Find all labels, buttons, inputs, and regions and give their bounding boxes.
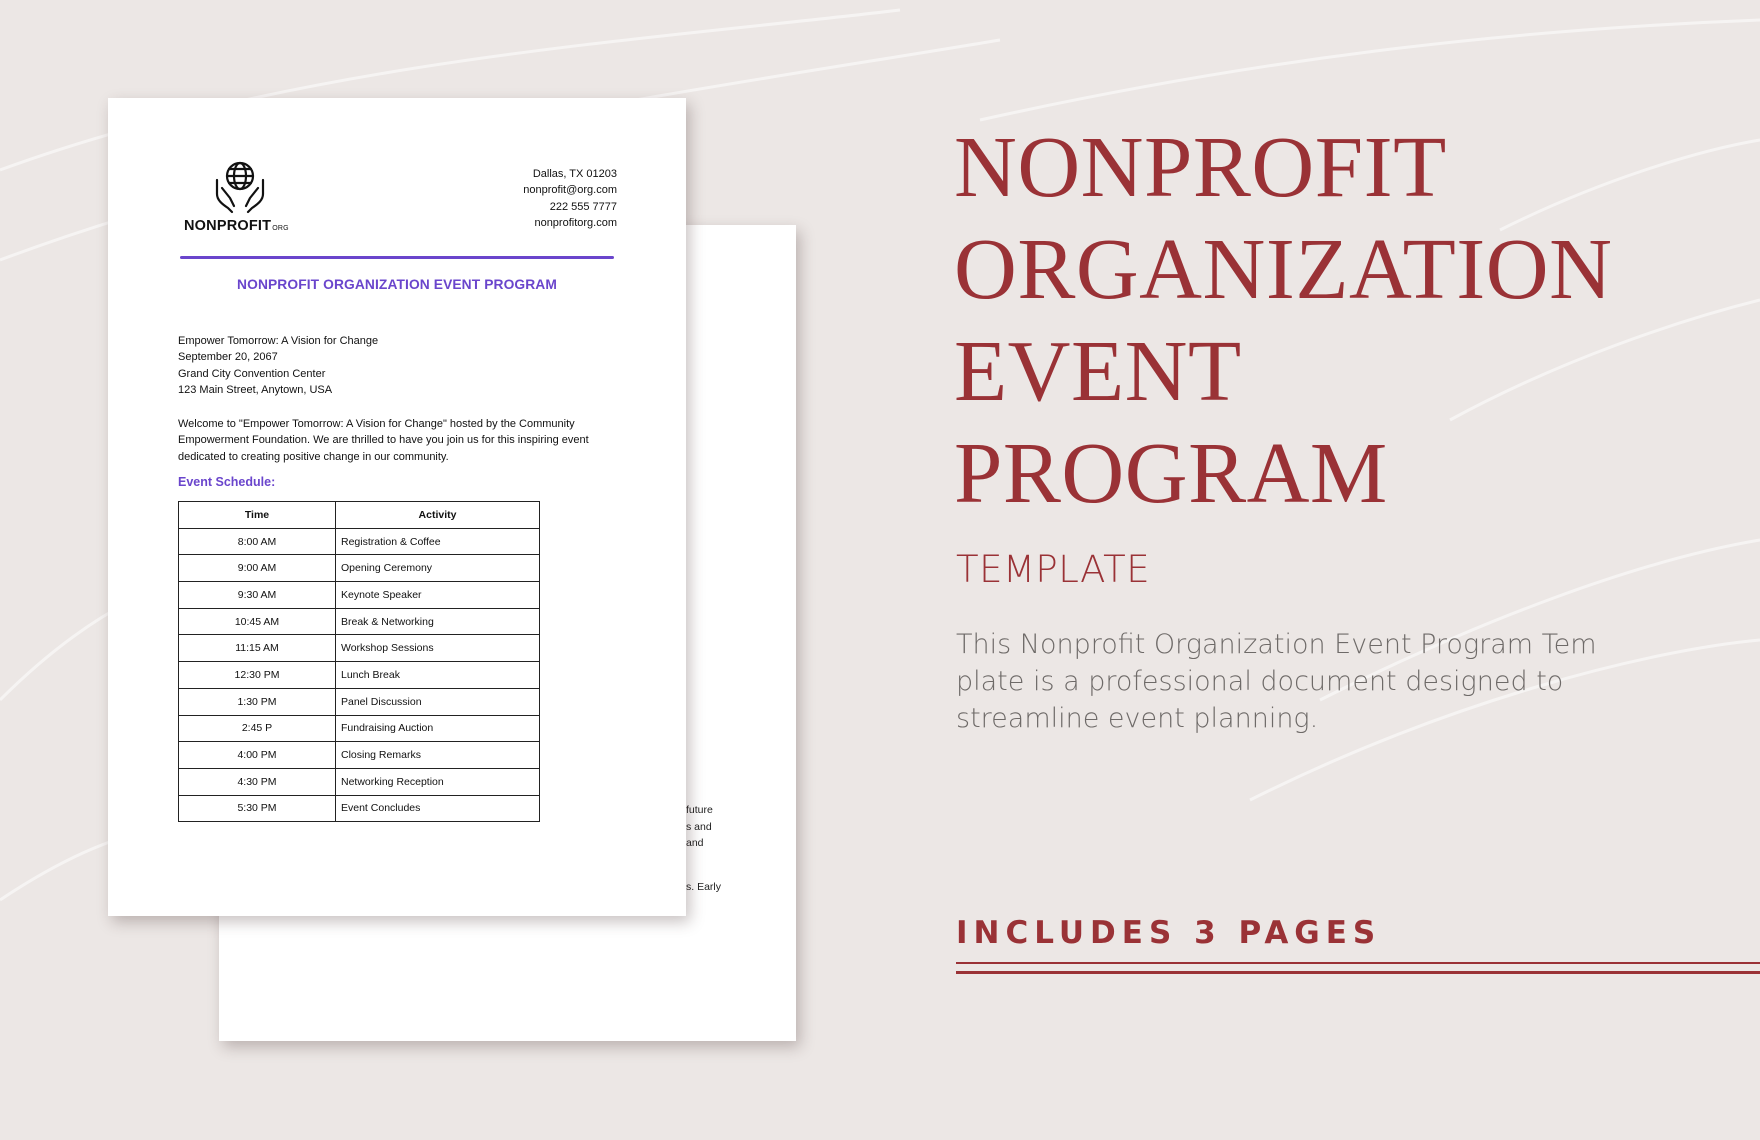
table-row xyxy=(179,795,540,822)
headline-line: EVENT xyxy=(954,322,1242,419)
back-page-line: future xyxy=(686,804,713,816)
promo-description xyxy=(956,626,1646,737)
table-row xyxy=(179,555,540,582)
contact-email: nonprofit@org.com xyxy=(523,184,617,197)
event-date: September 20, 2067 xyxy=(178,351,278,364)
schedule-header-row xyxy=(179,502,540,529)
time-cell: 5:30 PM xyxy=(179,795,336,822)
logo-suffix: ORG xyxy=(272,225,289,232)
pages-label-rule xyxy=(956,962,1760,964)
pages-label-rule xyxy=(956,971,1760,974)
table-row xyxy=(179,768,540,795)
column-header-activity: Activity xyxy=(336,502,540,529)
event-address: 123 Main Street, Anytown, USA xyxy=(178,384,333,397)
document-page-front xyxy=(108,98,686,916)
time-cell: 2:45 P xyxy=(179,715,336,742)
schedule-heading: Event Schedule: xyxy=(178,475,276,489)
table-row xyxy=(179,688,540,715)
time-cell: 4:30 PM xyxy=(179,768,336,795)
description-line: This Nonprofit Organization Event Program Tem xyxy=(956,629,1597,660)
time-cell: 12:30 PM xyxy=(179,662,336,689)
contact-address: Dallas, TX 01203 xyxy=(532,168,617,180)
table-row xyxy=(179,715,540,742)
activity-cell: Break & Networking xyxy=(336,608,540,635)
back-page-line: s. Early xyxy=(686,881,722,893)
logo-wordmark xyxy=(184,218,289,234)
intro-text: Welcome to "Empower Tomorrow: A Vision for Change" hosted by the Community Empowerment Foundation. We are thrilled to have you join us for this inspiring event dedicated to creating positive change in our community. xyxy=(178,418,589,463)
headline-line: NONPROFIT xyxy=(954,118,1447,215)
time-cell: 9:30 AM xyxy=(179,582,336,609)
table-row xyxy=(179,608,540,635)
time-cell: 8:00 AM xyxy=(179,528,336,555)
headline-line: ORGANIZATION xyxy=(954,220,1613,317)
event-info xyxy=(178,333,378,399)
activity-cell: Registration & Coffee xyxy=(336,528,540,555)
promo-headline xyxy=(954,116,1612,524)
table-row xyxy=(179,742,540,769)
pages-count-label: INCLUDES 3 PAGES xyxy=(956,915,1382,951)
back-page-line: and xyxy=(686,837,704,849)
activity-cell: Closing Remarks xyxy=(336,742,540,769)
contact-website: nonprofitorg.com xyxy=(534,217,617,230)
table-row xyxy=(179,662,540,689)
logo-name: NONPROFIT xyxy=(184,218,272,234)
table-row xyxy=(179,635,540,662)
event-venue: Grand City Convention Center xyxy=(178,367,326,380)
activity-cell: Opening Ceremony xyxy=(336,555,540,582)
schedule-table xyxy=(178,501,540,822)
header-divider xyxy=(180,256,614,259)
time-cell: 9:00 AM xyxy=(179,555,336,582)
back-page-line: s and xyxy=(686,820,712,833)
table-row xyxy=(179,528,540,555)
activity-cell: Workshop Sessions xyxy=(336,635,540,662)
activity-cell: Keynote Speaker xyxy=(336,582,540,609)
activity-cell: Event Concludes xyxy=(336,795,540,822)
time-cell: 10:45 AM xyxy=(179,608,336,635)
column-header-time: Time xyxy=(179,502,336,529)
description-line: streamline event planning. xyxy=(956,703,1319,734)
promo-subtitle: TEMPLATE xyxy=(956,548,1151,591)
table-row xyxy=(179,582,540,609)
contact-phone: 222 555 7777 xyxy=(549,200,617,213)
back-page-text xyxy=(686,879,721,896)
description-line: plate is a professional document designed to xyxy=(956,666,1564,697)
globe-in-hands-icon xyxy=(212,158,268,216)
intro-paragraph xyxy=(178,416,618,465)
back-page-text xyxy=(686,802,713,852)
headline-line: PROGRAM xyxy=(954,424,1388,521)
activity-cell: Lunch Break xyxy=(336,662,540,689)
contact-block xyxy=(523,166,617,232)
time-cell: 11:15 AM xyxy=(179,635,336,662)
activity-cell: Panel Discussion xyxy=(336,688,540,715)
activity-cell: Fundraising Auction xyxy=(336,715,540,742)
time-cell: 1:30 PM xyxy=(179,688,336,715)
document-title: NONPROFIT ORGANIZATION EVENT PROGRAM xyxy=(237,277,557,292)
activity-cell: Networking Reception xyxy=(336,768,540,795)
event-name: Empower Tomorrow: A Vision for Change xyxy=(178,335,379,347)
time-cell: 4:00 PM xyxy=(179,742,336,769)
